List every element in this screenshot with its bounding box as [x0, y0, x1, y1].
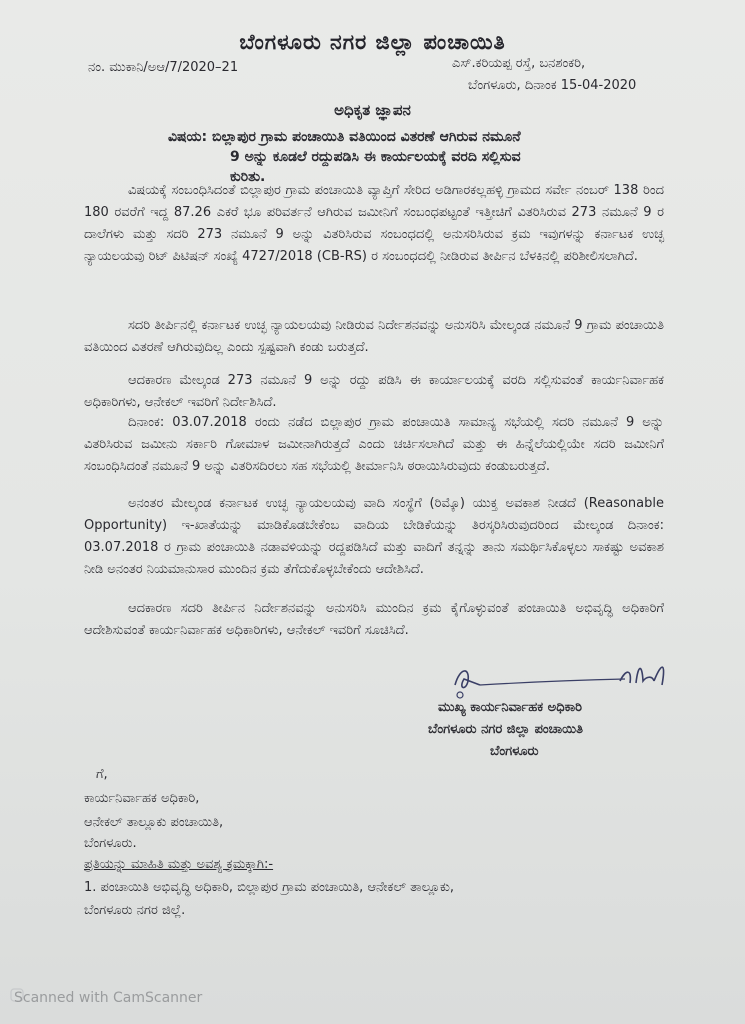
memo-heading: ಅಧಿಕೃತ ಜ್ಞಾಪನ — [334, 101, 411, 119]
signatory-city: ಬೆಂಗಳೂರು — [490, 744, 539, 759]
camscanner-watermark: Scanned with CamScanner — [14, 990, 203, 1006]
body-paragraph: ಅನಂತರ ಮೇಲ್ಕಂಡ ಕರ್ನಾಟಕ ಉಚ್ಛ ನ್ಯಾಯಲಯವು ವಾದಿ ಸಂಸ್ಥೆಗೆ (ರಿಮ್ಕೊ) ಯುಕ್ತ ಅವಕಾಶ ನೀಡದೆ (Reasonable Opportunity) ಇ-ಖಾತೆಯನ್ನು ಮಾಡಿಕೊಡಬೇಕೆಂಬ ವಾದಿಯ ಬೇಡಿಕೆಯನ್ನು ತಿರಸ್ಕರಿಸಿರುವುದರಿಂದ ಮೇಲ್ಕಂಡ ದಿನಾಂಕ: 03.07.2018 ರ ಗ್ರಾಮ ಪಂಚಾಯಿತಿ ನಡಾವಳಿಯನ್ನು ರದ್ದಪಡಿಸಿದೆ ಮತ್ತು ವಾದಿಗೆ ತನ್ನನ್ನು ತಾನು ಸಮರ್ಥಿಸಿಕೊಳ್ಳಲು ಸಾಕಷ್ಟು ಅವಕಾಶ ನೀಡಿ ಅನಂತರ ನಿಯಮಾನುಸಾರ ಮುಂದಿನ ಕ್ರಮ ತೆಗೆದುಕೊಳ್ಳಬೇಕೆಂದು ಆದೇಶಿಸಿದೆ. — [84, 496, 664, 577]
subject-block — [168, 127, 521, 187]
address-date-line: ಬೆಂಗಳೂರು, ದಿನಾಂಕ 15-04-2020 — [468, 78, 637, 93]
copy-to-label: ಪ್ರತಿಯನ್ನು ಮಾಹಿತಿ ಮತ್ತು ಅವಶ್ಯ ಕ್ರಮಕ್ಕಾಗಿ:- — [84, 857, 274, 872]
office-title: ಬೆಂಗಳೂರು ನಗರ ಜಿಲ್ಲಾ ಪಂಚಾಯಿತಿ — [239, 30, 506, 54]
recipient-line-2: ಆನೇಕಲ್ ತಾಲ್ಲೂಕು ಪಂಚಾಯಿತಿ, — [84, 815, 224, 830]
body-paragraph: ದಿನಾಂಕ: 03.07.2018 ರಂದು ನಡೆದ ಬಿಲ್ಲಾಪುರ ಗ್ರಾಮ ಪಂಚಾಯಿತಿ ಸಾಮಾನ್ಯ ಸಭೆಯಲ್ಲಿ ಸದರಿ ನಮೂನೆ 9 ಅನ್ನು ವಿತರಿಸಿರುವ ಜಮೀನು ಸರ್ಕಾರಿ ಗೋಮಾಳ ಜಮೀನಾಗಿರುತ್ತದೆ ಎಂದು ಚರ್ಚಿಸಲಾಗಿದೆ ಮತ್ತು ಈ ಹಿನ್ನೆಲೆಯಲ್ಲಿಯೇ ಸದರಿ ಜಮೀನಿಗೆ ಸಂಬಂಧಿಸಿದಂತೆ ನಮೂನೆ 9 ಅನ್ನು ವಿತರಿಸದಿರಲು ಸಹ ಸಭೆಯಲ್ಲಿ ತೀರ್ಮಾನಿಸಿ ಠರಾಯಿಸಿರುವುದು ಕಂಡುಬರುತ್ತದೆ. — [84, 415, 664, 474]
reference-number: ನಂ. ಮುಕಾನಿ/ಅಆ/7/2020–21 — [88, 60, 239, 75]
body-paragraph: ಆದಕಾರಣ ಮೇಲ್ಕಂಡ 273 ನಮೂನೆ 9 ಅನ್ನು ರದ್ದು ಪಡಿಸಿ ಈ ಕಾರ್ಯಾಲಯಕ್ಕೆ ವರದಿ ಸಲ್ಲಿಸುವಂತೆ ಕಾರ್ಯನಿರ್ವಾಹಕ ಅಧಿಕಾರಿಗಳು, ಆನೇಕಲ್ ಇವರಿಗೆ ನಿರ್ದೇಶಿಸಿದೆ. — [84, 373, 664, 410]
handwritten-signature — [440, 655, 680, 700]
recipient-line-1: ಕಾರ್ಯನಿರ್ವಾಹಕ ಅಧಿಕಾರಿ, — [84, 791, 200, 806]
body-paragraph: ವಿಷಯಕ್ಕೆ ಸಂಬಂಧಿಸಿದಂತೆ ಬಿಲ್ಲಾಪುರ ಗ್ರಾಮ ಪಂಚಾಯಿತಿ ವ್ಯಾಪ್ತಿಗೆ ಸೇರಿದ ಅಡಿಗಾರಕಲ್ಲಹಳ್ಳಿ ಗ್ರಾಮದ ಸರ್ವೇ ನಂಬರ್ 138 ರಿಂದ 180 ರವರೆಗೆ ಇದ್ದ 87.26 ಎಕರೆ ಭೂ ಪರಿವರ್ತನೆ ಆಗಿರುವ ಜಮೀನಿಗೆ ಸಂಬಂಧಪಟ್ಟಂತೆ ಇತ್ತೀಚಿಗೆ ವಿತರಿಸಿರುವ 273 ನಮೂನೆ 9 ರ ದಾಲೆಗಳು ಮತ್ತು ಸದರಿ 273 ನಮೂನೆ 9 ಅನ್ನು ವಿತರಿಸಿರುವ ಸಂಬಂಧದಲ್ಲಿ ಅನುಸರಿಸಿರುವ ಕ್ರಮ ಇವುಗಳನ್ನು ಕರ್ನಾಟಕ ಉಚ್ಛ ನ್ಯಾಯಲಯವು ರಿಟ್ ಪಿಟಿಷನ್ ಸಂಖ್ಯೆ 4727/2018 (CB-RS) ರ ಸಂಬಂಧದಲ್ಲಿ ನೀಡಿರುವ ತೀರ್ಪಿನ ಬೆಳಕಿನಲ್ಲಿ ಪರಿಶೀಲಿಸಲಾಗಿದೆ. — [84, 183, 664, 264]
body-paragraph: ಆದಕಾರಣ ಸದರಿ ತೀರ್ಪಿನ ನಿರ್ದೇಶನವನ್ನು ಅನುಸರಿಸಿ ಮುಂದಿನ ಕ್ರಮ ಕೈಗೊಳ್ಳುವಂತೆ ಪಂಚಾಯಿತಿ ಅಭಿವೃದ್ಧಿ ಅಧಿಕಾರಿಗೆ ಆದೇಶಿಸುವಂತೆ ಕಾರ್ಯನಿರ್ವಾಹಕ ಅಧಿಕಾರಿಗಳು, ಆನೇಕಲ್ ಇವರಿಗೆ ಸೂಚಿಸಿದೆ. — [84, 601, 664, 638]
copy-to-item-continued: ಬೆಂಗಳೂರು ನಗರ ಜಿಲ್ಲೆ. — [84, 903, 186, 918]
signatory-office: ಬೆಂಗಳೂರು ನಗರ ಜಿಲ್ಲಾ ಪಂಚಾಯಿತಿ — [428, 722, 583, 737]
recipient-line-3: ಬೆಂಗಳೂರು. — [84, 836, 137, 851]
address-line-1: ಎಸ್.ಕರಿಯಪ್ಪ ರಸ್ತೆ, ಬನಶಂಕರಿ, — [452, 56, 586, 71]
recipient-label: ಗೆ, — [96, 767, 108, 782]
subject-line-1: ವಿಷಯ: ಬಿಲ್ಲಾಪುರ ಗ್ರಾಮ ಪಂಚಾಯಿತಿ ವತಿಯಿಂದ ವಿತರಣೆ ಆಗಿರುವ ನಮೂನೆ — [168, 129, 521, 145]
body-paragraph: ಸದರಿ ತೀರ್ಪಿನಲ್ಲಿ ಕರ್ನಾಟಕ ಉಚ್ಛ ನ್ಯಾಯಲಯವು ನೀಡಿರುವ ನಿರ್ದೇಶನವನ್ನು ಅನುಸರಿಸಿ ಮೇಲ್ಕಂಡ ನಮೂನೆ 9 ಗ್ರಾಮ ಪಂಚಾಯಿತಿ ವತಿಯಿಂದ ವಿತರಣೆ ಆಗಿರುವುದಿಲ್ಲ ಎಂದು ಸ್ಪಷ್ಟವಾಗಿ ಕಂಡು ಬರುತ್ತದೆ. — [84, 318, 664, 355]
copy-to-item: 1. ಪಂಚಾಯಿತಿ ಅಭಿವೃದ್ಧಿ ಅಧಿಕಾರಿ, ಬಿಲ್ಲಾಪುರ ಗ್ರಾಮ ಪಂಚಾಯಿತಿ, ಆನೇಕಲ್ ತಾಲ್ಲೂಕು, — [84, 880, 455, 895]
subject-line-2: 9 ಅನ್ನು ಕೂಡಲೆ ರದ್ದುಪಡಿಸಿ ಈ ಕಾರ್ಯಲಯಕ್ಕೆ ವರದಿ ಸಲ್ಲಿಸುವ — [230, 149, 521, 165]
subject-line-3: ಕುರಿತು. — [230, 169, 266, 185]
signatory-title: ಮುಖ್ಯ ಕಾರ್ಯನಿರ್ವಾಹಕ ಅಧಿಕಾರಿ — [438, 700, 582, 715]
